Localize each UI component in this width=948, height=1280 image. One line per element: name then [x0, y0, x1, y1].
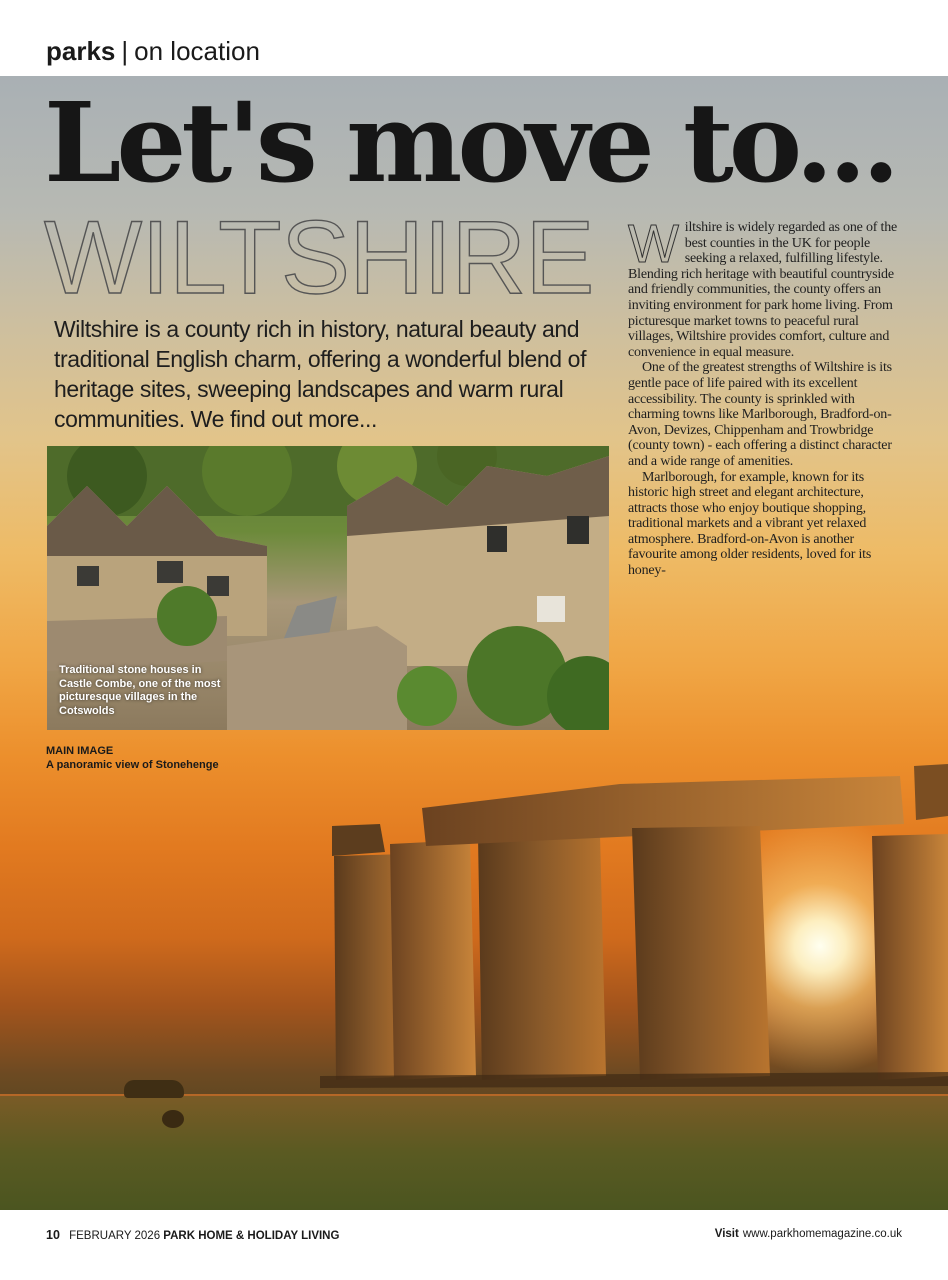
- body-paragraph-text: iltshire is widely regarded as one of the best counties in the UK for people seeking a relaxed, fulfilling lifestyle. Blending rich heritage with beautiful countryside and friendly communities, the county offers an inviting environment for park home living. From picturesque market towns to peaceful rural villages, Wiltshire provides comfort, culture and convenience in equal measure.: [628, 220, 898, 360]
- inset-image-castle-combe: [47, 446, 609, 730]
- subsection-name: on location: [134, 36, 260, 66]
- footer-website: [715, 1228, 902, 1244]
- body-paragraph: Marlborough, for example, known for its historic high street and elegant architecture, attracts those who enjoy boutique shopping, traditional markets and a vibrant yet relaxed atmosphere. Bradford-on-Avon is another favourite among older residents, loved for its honey-: [628, 469, 872, 579]
- footer-folio: [46, 1228, 339, 1244]
- headline: Let's move to...: [44, 78, 896, 207]
- issue-date: FEBRUARY 2026: [69, 1230, 161, 1242]
- body-paragraph: One of the greatest strengths of Wiltshire is its gentle pace of life paired with its excellent accessibility. The county is sprinkled with charming towns like Marlborough, Bradford-on-Avon, Devizes, Chippenham and Trowbridge (county town) - each offering a distinct character and a wide range of amenities.: [628, 360, 892, 469]
- article-body: [628, 214, 903, 579]
- section-label: [46, 36, 260, 72]
- website-link[interactable]: www.parkhomemagazine.co.uk: [742, 1228, 902, 1240]
- main-image-caption: [46, 744, 306, 772]
- body-paragraph: [628, 214, 903, 360]
- inset-caption: Traditional stone houses in Castle Combe, one of the most picturesque villages in the Cotswolds: [59, 664, 221, 717]
- drop-cap: W: [628, 214, 679, 274]
- main-caption-text: A panoramic view of Stonehenge: [46, 759, 219, 771]
- main-caption-label: MAIN IMAGE: [46, 745, 114, 757]
- standfirst: Wiltshire is a county rich in history, natural beauty and traditional English charm, offering a wonderful blend of heritage sites, sweeping landscapes and warm rural communities. We find out more...: [54, 316, 587, 432]
- subhead-county: WILTSHIRE: [44, 200, 594, 316]
- visit-label: Visit: [714, 1228, 739, 1240]
- section-separator: |: [121, 36, 129, 66]
- page-number: 10: [46, 1228, 60, 1242]
- section-name: parks: [46, 36, 116, 66]
- magazine-name: PARK HOME & HOLIDAY LIVING: [163, 1230, 340, 1242]
